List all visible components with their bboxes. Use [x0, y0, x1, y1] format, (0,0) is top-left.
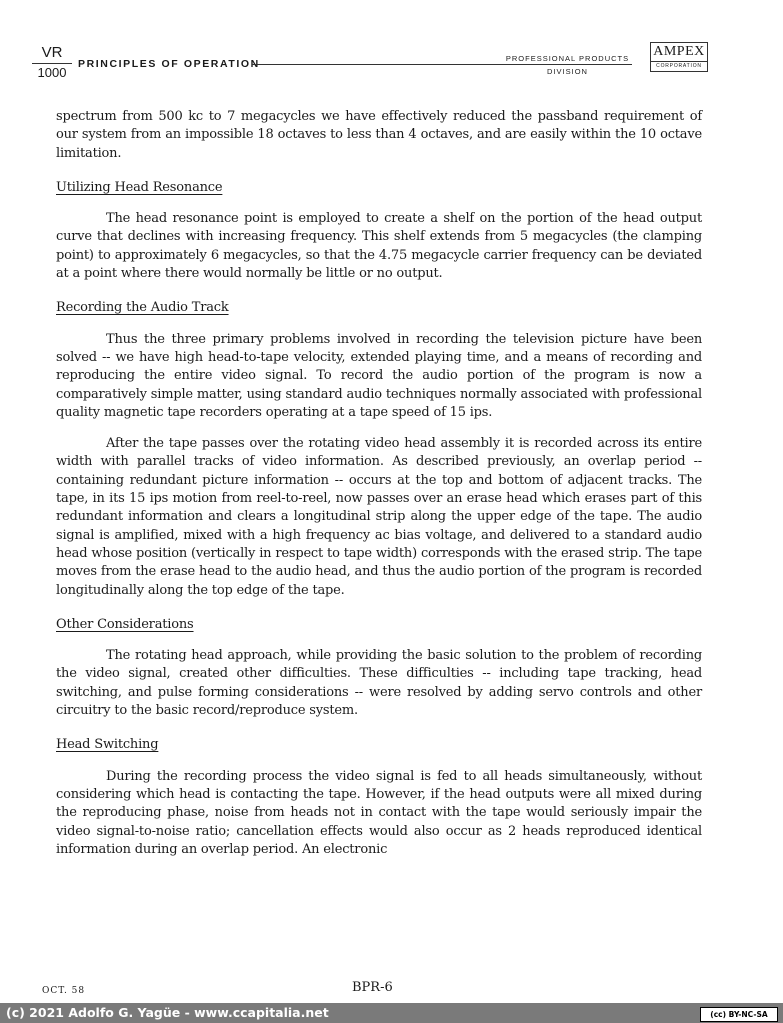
doc-code-top: VR — [41, 44, 63, 61]
doc-code-bottom: 1000 — [37, 65, 67, 80]
division-line1: PROFESSIONAL PRODUCTS — [505, 54, 630, 63]
division-line2: DIVISION — [547, 67, 588, 76]
credit-text: (c) 2021 Adolfo G. Yagüe - www.ccapitalia.net — [6, 1005, 329, 1020]
doc-code-divider — [32, 63, 72, 64]
header-division — [500, 52, 635, 78]
paragraph-1: The head resonance point is employed to create a shelf on the portion of the head output curve that declines with increasing frequency. This shelf extends from 5 megacycles (the clamping point) to approximately 6 megacycles, so that the 4.75 megacycle carrier frequency can be deviated at a point where there would normally be little or no output. — [56, 211, 702, 282]
heading-utilizing-head-resonance: Utilizing Head Resonance — [56, 179, 223, 195]
heading-recording-audio-track: Recording the Audio Track — [56, 300, 229, 316]
credit-bar — [0, 1003, 783, 1023]
page-body — [56, 108, 702, 872]
header-title: PRINCIPLES OF OPERATION — [78, 58, 260, 70]
header-doc-code — [32, 44, 72, 80]
heading-other-considerations: Other Considerations — [56, 616, 194, 632]
paragraph-3: After the tape passes over the rotating video head assembly it is recorded across its entire width with parallel tracks of video information. As described previously, an overlap period -- containing redundant picture information -- occurs at the top and bottom of adjacent tracks. The tape, in its 15 ips motion from reel-to-reel, now passes over an erase head which erases part of this redundant information and clears a longitudinal strip along the upper edge of the tape. The audio signal is amplified, mixed with a high frequency ac bias voltage, and delivered to a standard audio head whose position (vertically in respect to tape width) corresponds with the erased strip. The tape moves from the erase head to the audio head, and thus the audio portion of the program is recorded longitudinally along the top edge of the tape. — [56, 436, 702, 598]
heading-head-switching: Head Switching — [56, 737, 159, 753]
paragraph-4: The rotating head approach, while providing the basic solution to the problem of recording the video signal, created other difficulties. These difficulties -- including tape tracking, head switching, and pulse forming considerations -- were resolved by adding servo controls and other circuitry to the basic record/reproduce system. — [56, 648, 702, 719]
page-number: BPR-6 — [352, 980, 393, 995]
paragraph-2: Thus the three primary problems involved in recording the television picture have been solved -- we have high head-to-tape velocity, extended playing time, and a means of recording and reproducing the entire video signal. To record the audio portion of the program is now a comparatively simple matter, using standard audio techniques normally associated with professional quality magnetic tape recorders operating at a tape speed of 15 ips. — [56, 331, 702, 420]
logo-main: AMPEX — [651, 43, 707, 62]
ampex-logo — [650, 42, 708, 72]
paragraph-0: spectrum from 500 kc to 7 megacycles we have effectively reduced the passband requirement of our system from an impossible 18 octaves to less than 4 octaves, and are easily within the 10 octave limitation. — [56, 109, 702, 161]
footer-date: OCT. 58 — [42, 986, 86, 996]
logo-sub: CORPORATION — [656, 63, 702, 69]
cc-license-badge: (cc) BY-NC-SA — [700, 1007, 778, 1022]
paragraph-5: During the recording process the video signal is fed to all heads simultaneously, without considering which head is contacting the tape. However, if the head outputs were all mixed during the reproducing phase, noise from heads not in contact with the tape would seriously impair the video signal-to-noise ratio; cancellation effects would also occur as 2 heads reproduced identical information during an overlap period. An electronic — [56, 768, 702, 857]
